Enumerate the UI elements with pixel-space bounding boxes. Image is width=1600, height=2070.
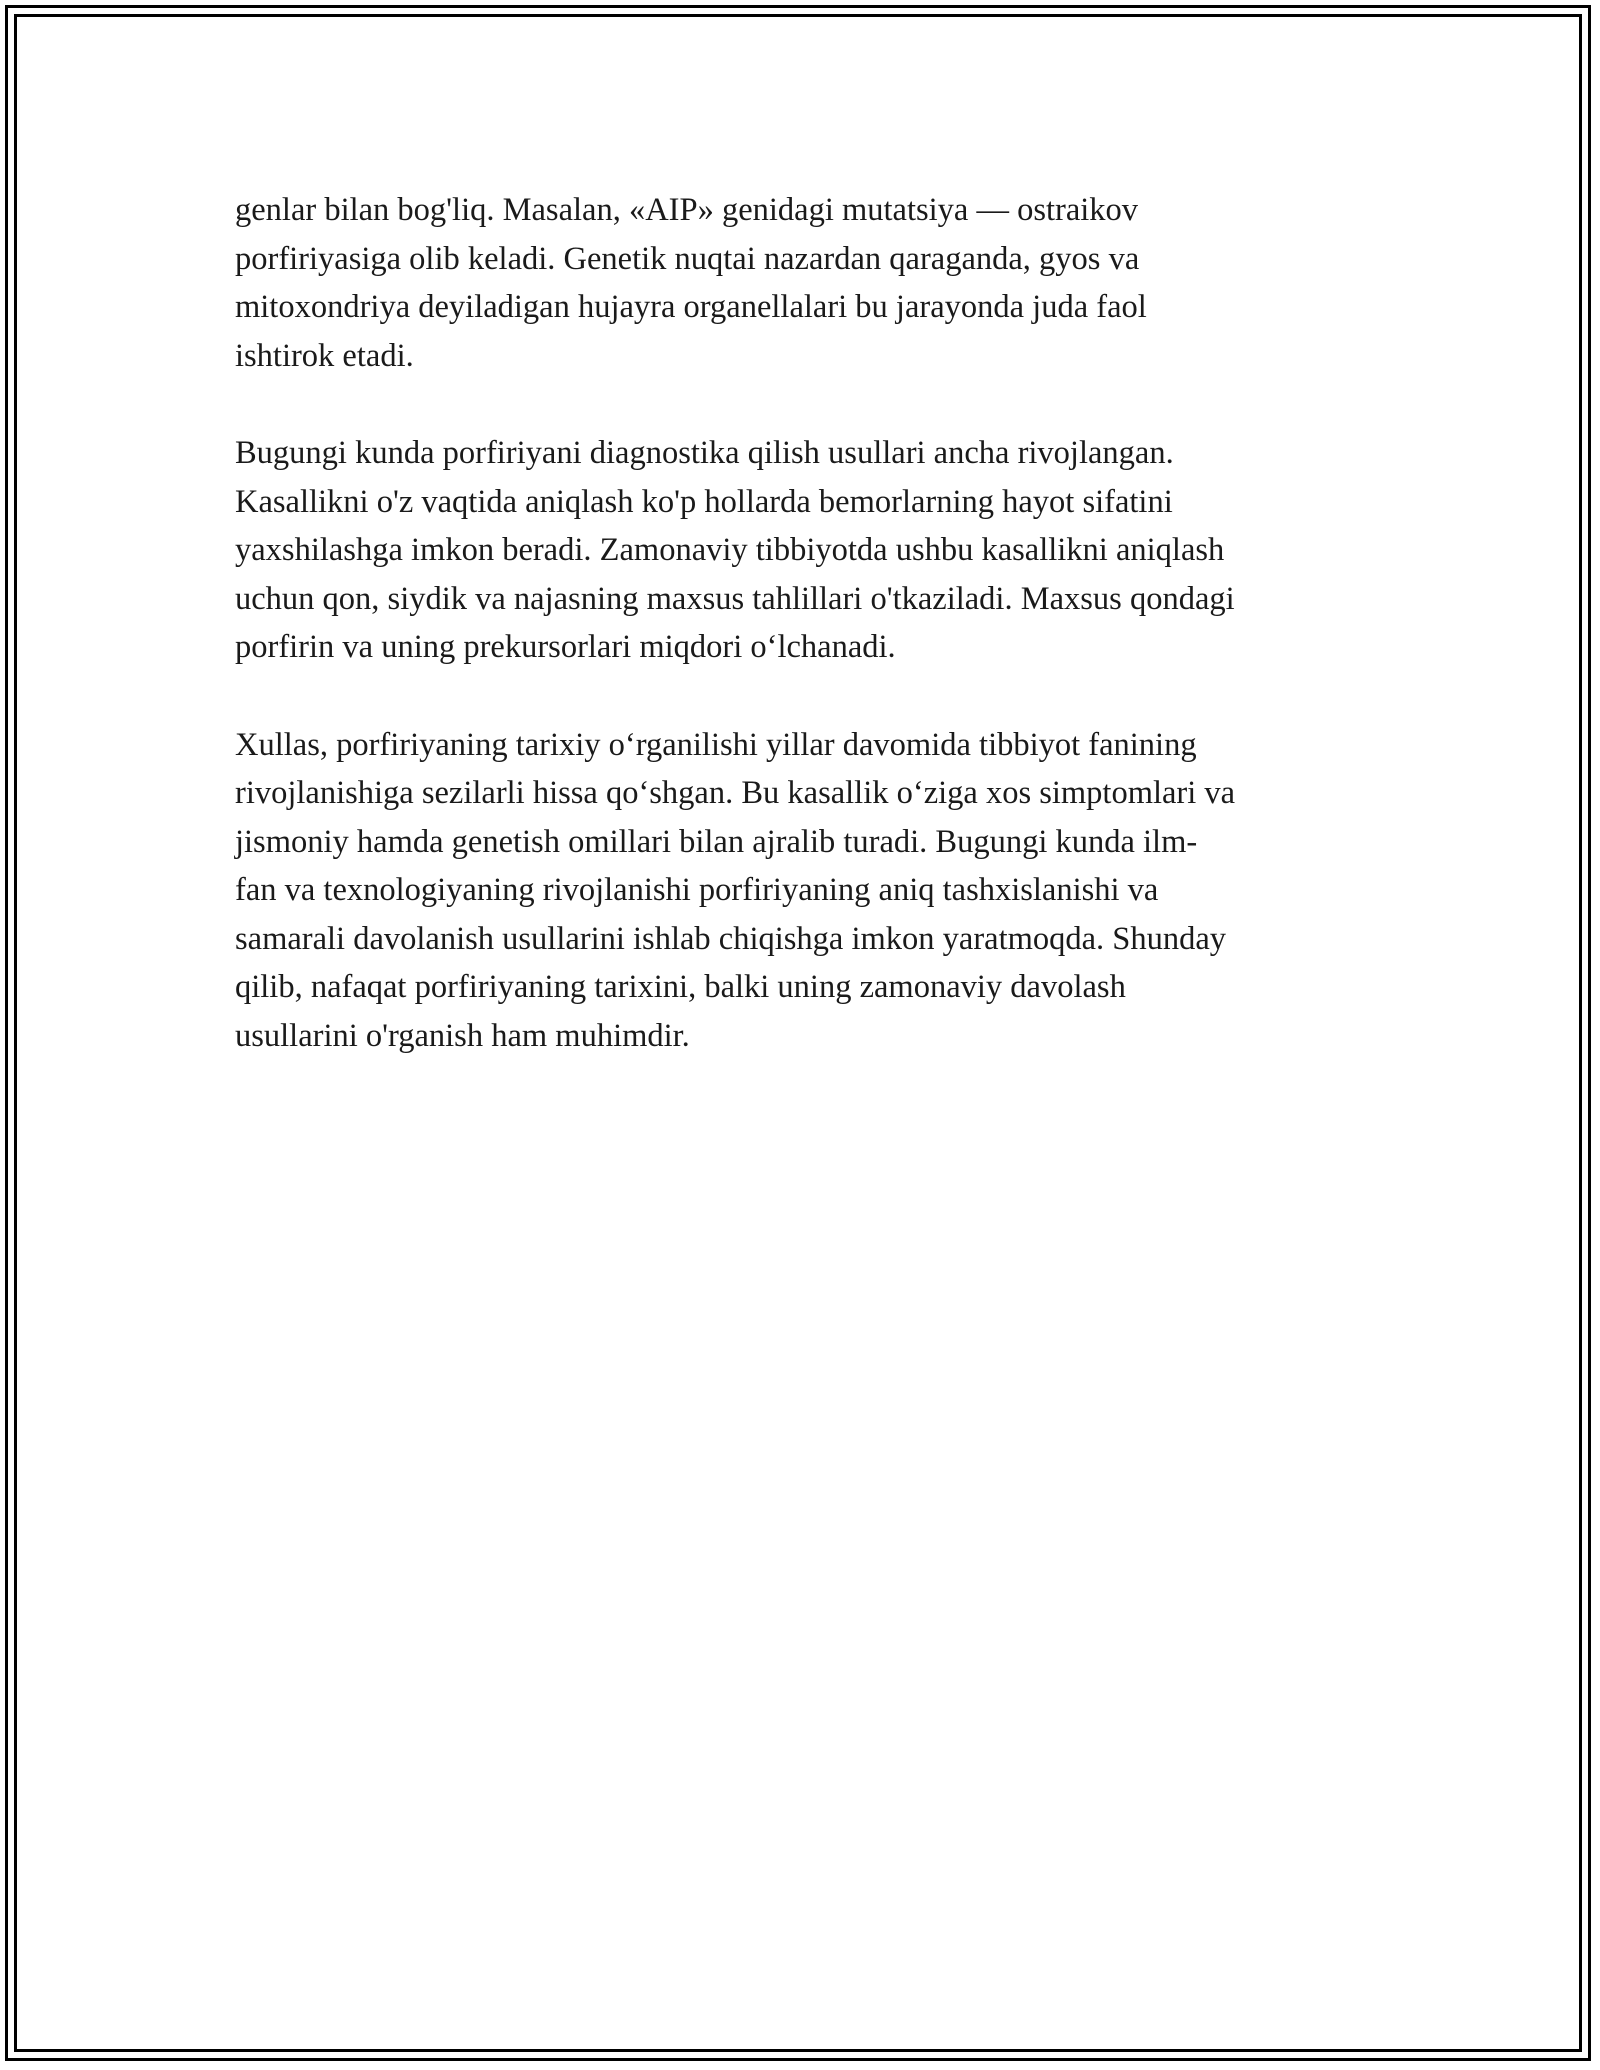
text-line: rivojlanishiga sezilarli hissa qoʻshgan. Bu kasallik oʻziga xos simptomlari va [235, 775, 1236, 811]
text-line: yaxshilashga imkon beradi. Zamonaviy tibbiyotda ushbu kasallikni aniqlash [235, 532, 1225, 568]
text-line: jismoniy hamda genetish omillari bilan ajralib turadi. Bugungi kunda ilm- [235, 823, 1198, 860]
paragraph-3 [235, 721, 1375, 1061]
paragraph-1 [235, 186, 1375, 380]
text-line: usullarini o'rganish ham muhimdir. [235, 1017, 690, 1054]
text-line: porfirin va uning prekursorlari miqdori oʻlchanadi. [235, 629, 896, 665]
text-line: uchun qon, siydik va najasning maxsus tahlillari o'tkaziladi. Maxsus qondagi [235, 580, 1235, 617]
text-line: mitoxondriya deyiladigan hujayra organellalari bu jarayonda juda faol [235, 289, 1147, 325]
paragraph-2 [235, 429, 1375, 672]
text-line: ishtirok etadi. [235, 337, 414, 374]
text-line: porfiriyasiga olib keladi. Genetik nuqtai nazardan qaraganda, gyos va [235, 240, 1140, 277]
text-line: qilib, nafaqat porfiriyaning tarixini, balki uning zamonaviy davolash [235, 969, 1126, 1005]
text-line: fan va texnologiyaning rivojlanishi porfiriyaning aniq tashxislanishi va [235, 872, 1159, 908]
document-body [235, 186, 1375, 1109]
text-line: genlar bilan bog'liq. Masalan, «AIP» genidagi mutatsiya — ostraikov [235, 192, 1139, 228]
text-line: samarali davolanish usullarini ishlab chiqishga imkon yaratmoqda. Shunday [235, 920, 1227, 957]
text-line: Bugungi kunda porfiriyani diagnostika qilish usullari ancha rivojlangan. [235, 435, 1174, 471]
text-line: Xullas, porfiriyaning tarixiy oʻrganilishi yillar davomida tibbiyot fanining [235, 726, 1197, 763]
text-line: Kasallikni o'z vaqtida aniqlash ko'p hollarda bemorlarning hayot sifatini [235, 483, 1173, 520]
